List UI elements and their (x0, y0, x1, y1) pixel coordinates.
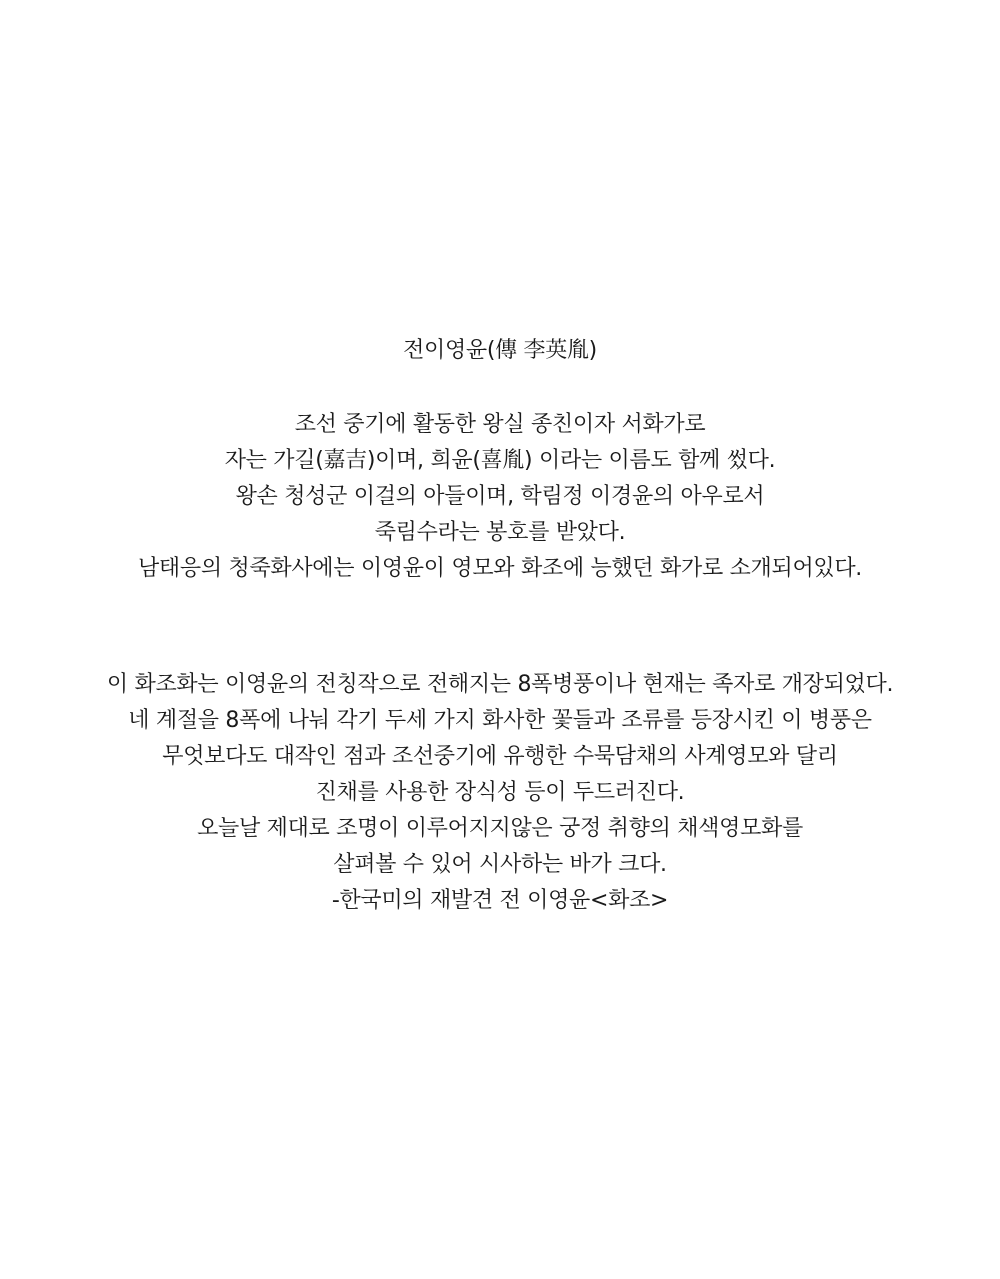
artist-bio (0, 407, 1000, 587)
bio-line: 왕손 청성군 이걸의 아들이며, 학림정 이경윤의 아우로서 (235, 484, 765, 509)
description-line: 오늘날 제대로 조명이 이루어지지않은 궁정 취향의 채색영모화를 (197, 816, 803, 841)
description-line: 네 계절을 8폭에 나눠 각기 두세 가지 화사한 꽃들과 조류를 등장시킨 이 병풍은 (128, 708, 872, 733)
description-line: 살펴볼 수 있어 시사하는 바가 크다. (333, 852, 667, 877)
bio-line: 죽림수라는 봉호를 받았다. (374, 520, 626, 545)
title-block (0, 333, 1000, 369)
description-line: 진채를 사용한 장식성 등이 두드러진다. (315, 780, 685, 805)
source-citation: -한국미의 재발견 전 이영윤<화조> (331, 888, 669, 913)
page-title: 전이영윤(傳 李英胤) (403, 338, 597, 363)
artwork-description (0, 667, 1000, 919)
description-line: 이 화조화는 이영윤의 전칭작으로 전해지는 8폭병풍이나 현재는 족자로 개장되었다. (106, 672, 894, 697)
description-line: 무엇보다도 대작인 점과 조선중기에 유행한 수묵담채의 사계영모와 달리 (162, 744, 838, 769)
bio-line: 조선 중기에 활동한 왕실 종친이자 서화가로 (294, 412, 706, 437)
bio-line: 자는 가길(嘉吉)이며, 희윤(喜胤) 이라는 이름도 함께 썼다. (224, 448, 776, 473)
bio-line: 남태응의 청죽화사에는 이영윤이 영모와 화조에 능했던 화가로 소개되어있다. (137, 556, 862, 581)
